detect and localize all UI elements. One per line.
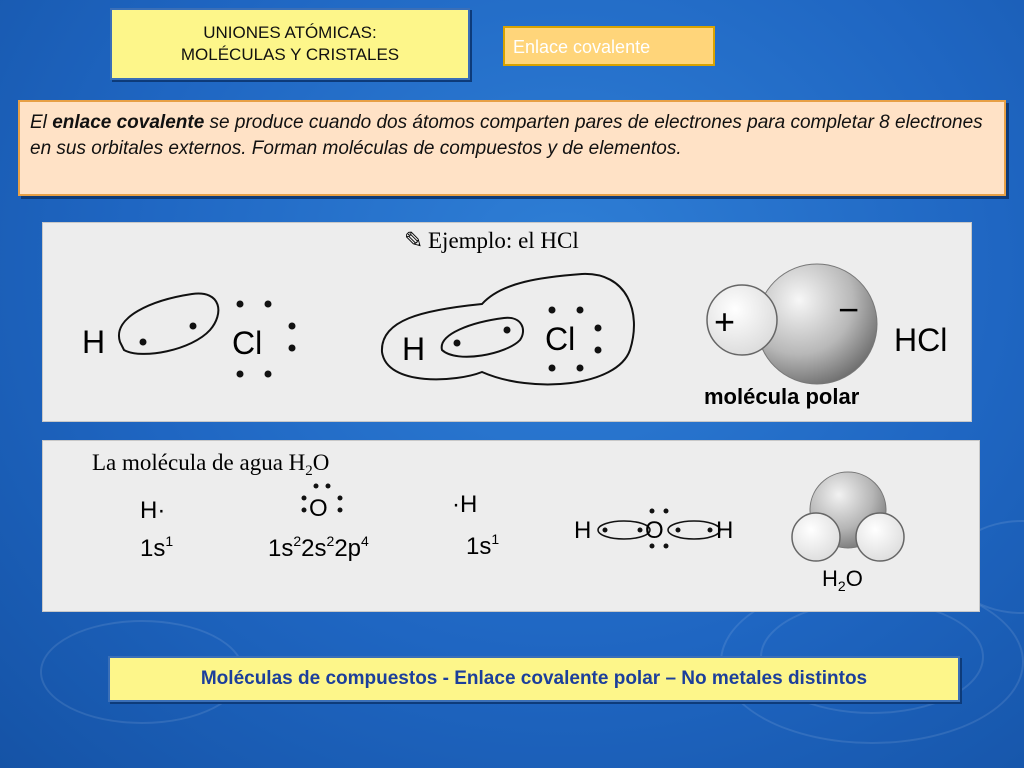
topic-tag: Enlace covalente bbox=[503, 26, 715, 66]
electron-dot bbox=[265, 301, 272, 308]
electron-dot bbox=[664, 509, 669, 514]
water-title: La molécula de agua $H_2O$ bbox=[92, 450, 330, 479]
oxygen-symbol: O bbox=[645, 517, 664, 544]
definition-rest: se produce cuando dos átomos comparten pares de electrones para completar 8 electrones en sus orbitales externos. Forman moléculas de compuestos y de elementos. bbox=[30, 112, 983, 159]
pencil-icon: ✎ bbox=[404, 228, 424, 253]
hydrogen-atom-model bbox=[856, 513, 904, 561]
hydrogen-symbol: H bbox=[716, 517, 734, 544]
water-diagram bbox=[42, 440, 980, 612]
hydrogen-config: $1s^1$ bbox=[466, 531, 500, 560]
electron-dot bbox=[650, 509, 655, 514]
electron-dot bbox=[549, 365, 556, 372]
electron-dot bbox=[664, 544, 669, 549]
positive-charge: + bbox=[714, 301, 736, 342]
electron-dot bbox=[140, 339, 147, 346]
electron-dot bbox=[595, 325, 602, 332]
electron-dot bbox=[338, 496, 343, 501]
electron-dot bbox=[265, 371, 272, 378]
electron-dot bbox=[237, 371, 244, 378]
definition-box bbox=[18, 100, 1006, 196]
electron-dot bbox=[190, 323, 197, 330]
example-label: Ejemplo: el HCl bbox=[428, 228, 579, 253]
electron-dot bbox=[638, 528, 643, 533]
electron-dot bbox=[314, 484, 319, 489]
electron-dot bbox=[338, 508, 343, 513]
hcl-diagram bbox=[42, 222, 972, 422]
hydrogen-lewis: H· bbox=[140, 497, 166, 524]
hydrogen-symbol: H bbox=[82, 324, 106, 360]
electron-dot bbox=[650, 544, 655, 549]
chlorine-symbol: Cl bbox=[232, 325, 263, 361]
summary-banner: Moléculas de compuestos - Enlace covalente polar – No metales distintos bbox=[108, 656, 960, 702]
slide-title-line2: MOLÉCULAS Y CRISTALES bbox=[180, 45, 400, 64]
electron-dot bbox=[595, 347, 602, 354]
oxygen-config: $1s^22s^22p^4$ bbox=[268, 533, 369, 562]
electron-dot bbox=[289, 323, 296, 330]
electron-dot bbox=[326, 484, 331, 489]
hcl-formula: HCl bbox=[894, 322, 948, 358]
electron-dot bbox=[302, 496, 307, 501]
chlorine-symbol: Cl bbox=[545, 321, 576, 357]
hcl-example-panel bbox=[42, 222, 972, 422]
electron-dot bbox=[237, 301, 244, 308]
negative-charge: − bbox=[838, 289, 860, 330]
hydrogen-atom-model bbox=[792, 513, 840, 561]
electron-dot bbox=[577, 365, 584, 372]
definition-pre: El bbox=[30, 112, 53, 133]
shared-pair-outline bbox=[442, 318, 523, 357]
water-model-label: $H_2O$ bbox=[822, 566, 863, 594]
slide-title-line1: UNIONES ATÓMICAS: bbox=[203, 23, 377, 42]
water-example-panel bbox=[42, 440, 980, 612]
electron-dot bbox=[302, 508, 307, 513]
electron-dot bbox=[504, 327, 511, 334]
definition-term: enlace covalente bbox=[52, 112, 205, 133]
electron-dot bbox=[549, 307, 556, 314]
electron-dot bbox=[603, 528, 608, 533]
electron-dot bbox=[289, 345, 296, 352]
electron-dot bbox=[577, 307, 584, 314]
polar-molecule-label: molécula polar bbox=[704, 384, 860, 409]
hydrogen-symbol: H bbox=[402, 331, 426, 367]
shared-pair-outline bbox=[119, 294, 218, 354]
slide-title bbox=[110, 8, 470, 80]
hydrogen-symbol: H bbox=[574, 517, 592, 544]
electron-dot bbox=[454, 340, 461, 347]
electron-dot bbox=[708, 528, 713, 533]
hydrogen-lewis: ·H bbox=[452, 491, 478, 518]
oxygen-lewis: O bbox=[309, 495, 328, 522]
hydrogen-config: $1s^1$ bbox=[140, 533, 174, 562]
electron-dot bbox=[676, 528, 681, 533]
